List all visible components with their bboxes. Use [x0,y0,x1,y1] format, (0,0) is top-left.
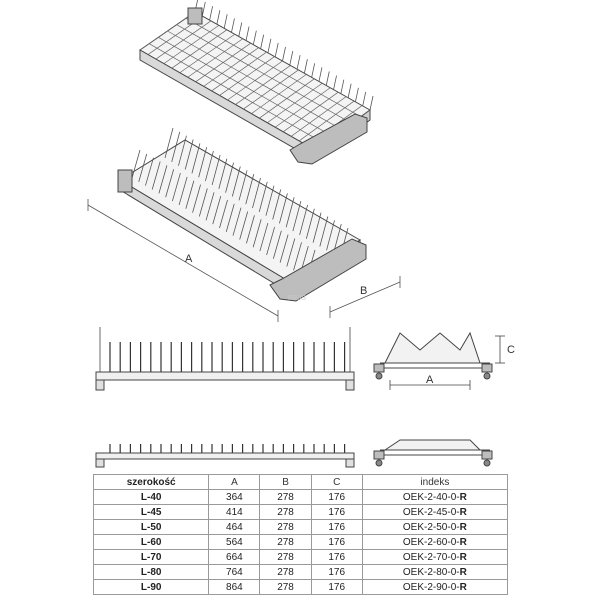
table-row [94,535,508,550]
cell-index [362,565,507,580]
dimension-c-label: C [507,344,515,356]
cell-a: 564 [209,535,260,550]
dimensions-table [93,474,508,595]
front-view-plate-rack [96,327,354,390]
index-code: OEK-2-90-0- [402,581,460,593]
index-code: OEK-2-80-0- [402,566,460,578]
cell-width: L-90 [94,580,209,595]
cell-b: 278 [260,580,311,595]
cell-a: 364 [209,490,260,505]
cell-c: 176 [311,520,362,535]
dimension-a-side-label: A [426,374,434,386]
cell-width: L-80 [94,565,209,580]
upper-rack-iso [140,0,373,164]
side-view-plate-rack [374,333,505,390]
table-row [94,490,508,505]
cell-a: 664 [209,550,260,565]
index-suffix: R [459,521,467,533]
table-row [94,580,508,595]
cell-width: L-70 [94,550,209,565]
index-code: OEK-2-45-0- [402,506,460,518]
side-view-cup-rack [374,440,492,466]
cell-c: 176 [311,490,362,505]
cell-b: 278 [260,535,311,550]
header-a: A [209,475,260,490]
cell-index [362,520,507,535]
index-suffix: R [459,491,467,503]
dimension-b-iso [330,276,400,318]
cell-c: 176 [311,550,362,565]
cell-width: L-40 [94,490,209,505]
cell-c: 176 [311,505,362,520]
cell-a: 764 [209,565,260,580]
cell-width: L-45 [94,505,209,520]
index-suffix: R [459,506,467,518]
index-code: OEK-2-50-0- [402,521,460,533]
cell-index [362,580,507,595]
cell-b: 278 [260,520,311,535]
cell-index [362,490,507,505]
table-row [94,520,508,535]
dimension-a-label: A [185,253,193,265]
header-width: szerokość [94,475,209,490]
header-b: B [260,475,311,490]
cell-c: 176 [311,535,362,550]
cell-a: 464 [209,520,260,535]
cell-b: 278 [260,490,311,505]
cell-a: 414 [209,505,260,520]
header-index: indeks [362,475,507,490]
front-view-cup-rack [96,444,354,467]
header-c: C [311,475,362,490]
index-suffix: R [459,536,467,548]
cell-c: 176 [311,565,362,580]
cell-a: 864 [209,580,260,595]
table-row [94,565,508,580]
cell-width: L-60 [94,535,209,550]
cell-c: 176 [311,580,362,595]
index-suffix: R [459,551,467,563]
cell-index [362,550,507,565]
cell-index [362,505,507,520]
index-code: OEK-2-70-0- [402,551,460,563]
cell-b: 278 [260,505,311,520]
index-suffix: R [459,566,467,578]
index-code: OEK-2-60-0- [402,536,460,548]
dimension-b-label: B [360,285,368,297]
index-suffix: R [459,581,467,593]
table-header-row [94,475,508,490]
cell-b: 278 [260,565,311,580]
cell-width: L-50 [94,520,209,535]
table-row [94,550,508,565]
watermark: REJS [288,295,306,302]
cell-index [362,535,507,550]
cell-b: 278 [260,550,311,565]
index-code: OEK-2-40-0- [402,491,460,503]
table-row [94,505,508,520]
